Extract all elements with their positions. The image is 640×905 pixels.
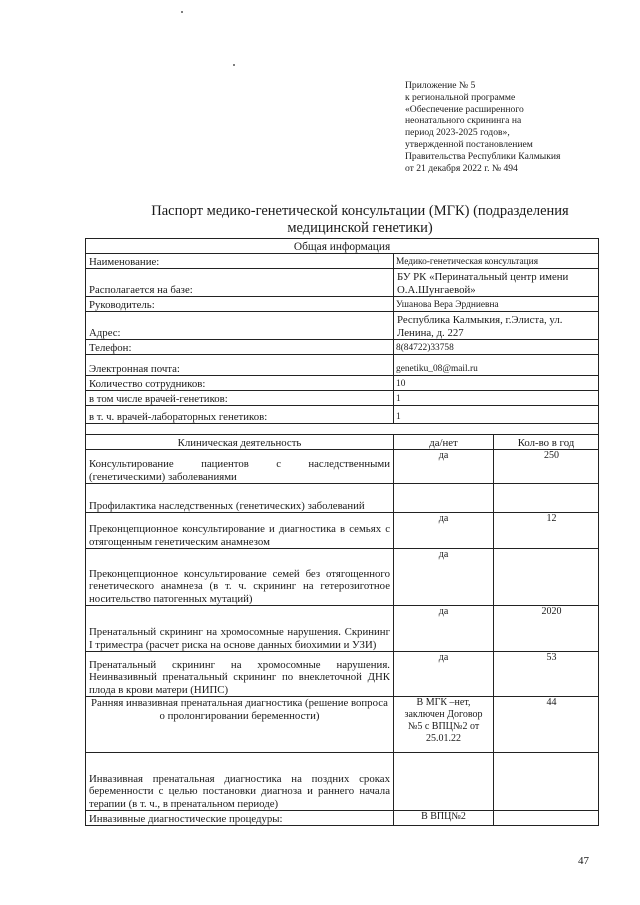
appendix-line: к региональной программе: [405, 91, 516, 103]
clinical-row: [86, 549, 599, 606]
general-value: genetiku_08@mail.ru: [394, 355, 599, 376]
general-heading-row: [86, 239, 599, 254]
general-label: Руководитель:: [86, 297, 394, 312]
clinical-yes-no: да: [394, 549, 494, 606]
clinical-activity: Инвазивные диагностические процедуры:: [86, 811, 394, 826]
scan-speck: [181, 11, 183, 13]
spacer-row: [86, 424, 599, 435]
general-row-address: [86, 312, 599, 340]
clinical-count: 53: [494, 652, 599, 697]
appendix-line: Правительства Республики Калмыкия: [405, 150, 561, 162]
appendix-line: от 21 декабря 2022 г. № 494: [405, 162, 518, 174]
clinical-activity: Ранняя инвазивная пренатальная диагностика (решение вопроса о пролонгировании беременности): [86, 697, 394, 753]
general-label: Адрес:: [86, 312, 394, 340]
clinical-row: [86, 606, 599, 652]
clinical-count: [494, 811, 599, 826]
general-row-base: [86, 269, 599, 297]
clinical-activity: Пренатальный скрининг на хромосомные нарушения. Неинвазивный пренатальный скрининг по внеклеточной ДНК плода в крови матери (НИПС): [86, 652, 394, 697]
general-label: в т. ч. врачей-лабораторных генетиков:: [86, 406, 394, 424]
general-label: Наименование:: [86, 254, 394, 269]
scan-speck: [233, 64, 235, 66]
general-label: Располагается на базе:: [86, 269, 394, 297]
clinical-activity: Пренатальный скрининг на хромосомные нарушения. Скрининг I триместра (расчет риска на основе данных биохимии и УЗИ): [86, 606, 394, 652]
clinical-count: [494, 484, 599, 513]
page-number: 47: [578, 855, 589, 867]
clinical-header-row: [86, 435, 599, 450]
clinical-yes-no: [394, 753, 494, 811]
general-value: 10: [394, 376, 599, 391]
clinical-header-yes-no: да/нет: [394, 435, 494, 450]
clinical-header-count: Кол-во в год: [494, 435, 599, 450]
general-label: Телефон:: [86, 340, 394, 355]
general-row-name: [86, 254, 599, 269]
clinical-row: [86, 652, 599, 697]
general-value: Республика Калмыкия, г.Элиста, ул. Ленина, д. 227: [394, 312, 599, 340]
appendix-note: [405, 80, 635, 174]
clinical-activity: Преконцепционное консультирование и диагностика в семьях с отягощенным генетическим анамнезом: [86, 513, 394, 549]
appendix-line: период 2023-2025 годов»,: [405, 127, 510, 139]
general-row-staff: [86, 376, 599, 391]
clinical-row: [86, 513, 599, 549]
clinical-activity: Консультирование пациентов с наследственными (генетическими) заболеваниями: [86, 450, 394, 484]
clinical-count: [494, 753, 599, 811]
clinical-yes-no: [394, 484, 494, 513]
clinical-row: [86, 811, 599, 826]
general-value: 1: [394, 406, 599, 424]
clinical-count: 250: [494, 450, 599, 484]
clinical-activity: Профилактика наследственных (генетических) заболеваний: [86, 484, 394, 513]
clinical-header-activity: Клиническая деятельность: [86, 435, 394, 450]
clinical-count: [494, 549, 599, 606]
general-value: БУ РК «Перинатальный центр имени О.А.Шунгаевой»: [394, 269, 599, 297]
general-row-lab-geneticists: [86, 406, 599, 424]
clinical-activity: Преконцепционное консультирование семей без отягощенного генетического анамнеза (в т. ч. скрининг на гетерозиготное носительство патогенных мутаций): [86, 549, 394, 606]
clinical-row: [86, 484, 599, 513]
document-title: Паспорт медико-генетической консультации (МГК) (подразделения медицинской генетики): [151, 203, 569, 236]
clinical-yes-no: В МГК –нет, заключен Договор №5 с ВПЦ№2 от 25.01.22: [394, 697, 494, 753]
general-row-email: [86, 355, 599, 376]
appendix-line: «Обеспечение расширенного: [405, 103, 524, 115]
general-row-head: [86, 297, 599, 312]
general-row-geneticists: [86, 391, 599, 406]
appendix-line: утвержденной постановлением: [405, 138, 533, 150]
clinical-yes-no: В ВПЦ№2: [394, 811, 494, 826]
clinical-count: 2020: [494, 606, 599, 652]
appendix-line: Приложение № 5: [405, 80, 476, 91]
general-value: 8(84722)33758: [394, 340, 599, 355]
clinical-row: [86, 753, 599, 811]
clinical-yes-no: да: [394, 606, 494, 652]
clinical-activity: Инвазивная пренатальная диагностика на поздних сроках беременности с целью постановки диагноза и раннего начала терапии (в т. ч., в пренатальном периоде): [86, 753, 394, 811]
appendix-line: неонатального скрининга на: [405, 115, 522, 127]
clinical-row: [86, 697, 599, 753]
clinical-count: 44: [494, 697, 599, 753]
general-row-phone: [86, 340, 599, 355]
clinical-row: [86, 450, 599, 484]
clinical-yes-no: да: [394, 450, 494, 484]
spacer-cell: [86, 424, 599, 435]
general-label: Электронная почта:: [86, 355, 394, 376]
clinical-yes-no: да: [394, 652, 494, 697]
clinical-count: 12: [494, 513, 599, 549]
general-value: Медико-генетическая консультация: [394, 254, 599, 269]
general-label: в том числе врачей-генетиков:: [86, 391, 394, 406]
passport-table: [85, 238, 599, 826]
general-value: Ушанова Вера Эрдниевна: [394, 297, 599, 312]
clinical-yes-no: да: [394, 513, 494, 549]
general-label: Количество сотрудников:: [86, 376, 394, 391]
general-heading: Общая информация: [86, 239, 599, 254]
general-value: 1: [394, 391, 599, 406]
